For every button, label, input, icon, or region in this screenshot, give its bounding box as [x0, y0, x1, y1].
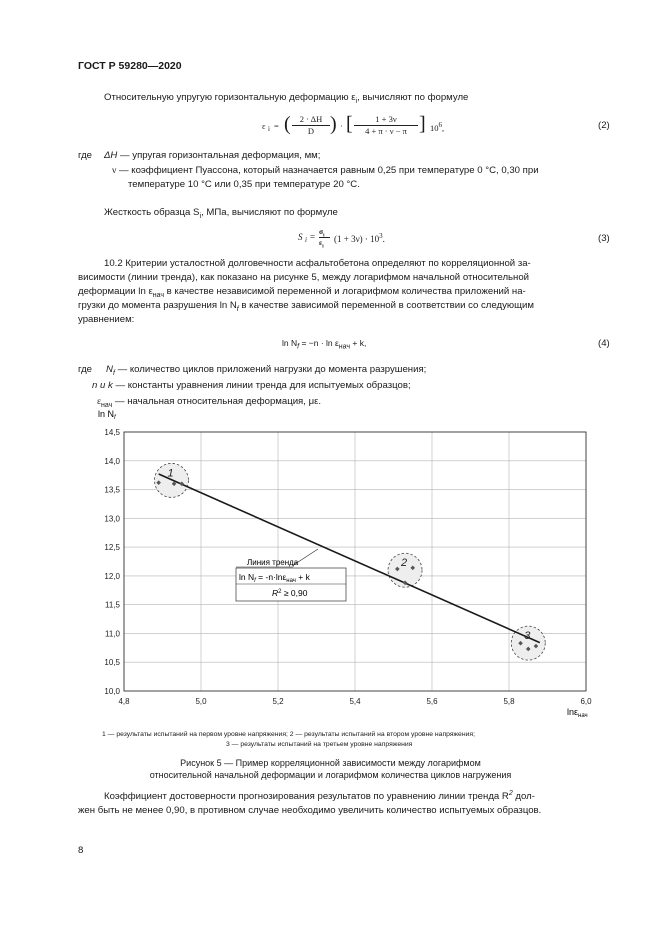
def-delta-h: ΔH — упругая горизонтальная деформация, мм; — [104, 150, 321, 161]
y-tick-label: 10,0 — [104, 687, 120, 696]
chart-legend-line2: 3 — результаты испытаний на третьем уровне напряжения — [226, 741, 413, 748]
annotation-r2: $R^2 \ge 0,90$ — [272, 588, 308, 598]
y-tick-label: 13,5 — [104, 485, 120, 495]
y-axis-label: $\ln N_f$ — [98, 409, 116, 421]
def-nf: $N_f$ — количество циклов приложений нагрузки до момента разрушения; — [106, 364, 427, 377]
y-tick-label: 14,0 — [104, 456, 120, 466]
cluster-label: 2 — [401, 557, 408, 570]
p102-line4: грузки до момента разрушения $\ln N_f$ в качестве зависимой переменной в соответствии со следующим — [78, 300, 534, 313]
x-tick-label: 4,8 — [118, 697, 130, 706]
y-tick-label: 11,0 — [105, 629, 120, 639]
defs1-where: где — [78, 150, 93, 161]
x-tick-labels — [118, 697, 592, 706]
figure-caption-line1: Рисунок 5 — Пример корреляционной зависимости между логарифмом — [180, 758, 481, 768]
def-nu: ν — коэффициент Пуассона, который назначается равным 0,25 при температуре 0 °C, 0,30 при — [112, 165, 539, 176]
def-nk: n и k — константы уравнения линии тренда для испытуемых образцов; — [92, 380, 411, 391]
cluster-labels — [167, 467, 531, 642]
final-paragraph-line2: жен быть не менее 0,90, в противном случае необходимо увеличить количество испытуемых образцов. — [78, 805, 542, 816]
x-tick-label: 5,8 — [503, 697, 515, 706]
x-tick-label: 5,6 — [426, 697, 438, 706]
y-tick-label: 14,5 — [104, 428, 120, 437]
equation-4: $\ln N_f = -n \cdot \ln \varepsilon_{нач} + k$, — [282, 338, 367, 351]
final-paragraph-line1: Коэффициент достоверности прогнозирования результатов по уравнению линии тренда $R^2$ дол- — [104, 790, 535, 803]
def-eps: $\varepsilon_{нач}$ — начальная относительная деформация, με. — [97, 396, 322, 409]
correlation-chart — [76, 408, 606, 726]
intro-paragraph: Относительную упругую горизонтальную деформацию $\varepsilon_i$, вычисляют по формуле — [104, 92, 469, 105]
data-points — [156, 480, 538, 651]
defs2-where: где — [78, 364, 93, 375]
y-tick-labels — [104, 428, 120, 696]
p102-line2: висимости (линии тренда), как показано на рисунке 5, между логарифмом начальной относительной — [78, 272, 530, 283]
annotation-equation: $\ln N_f = -n\cdot\ln\varepsilon_{нач} + k$ — [239, 572, 310, 584]
cluster-label: 1 — [167, 467, 174, 480]
page-number: 8 — [78, 845, 84, 856]
trend-line — [159, 474, 540, 643]
cluster-label: 3 — [524, 630, 531, 643]
figure-caption-line2: относительной начальной деформации и логарифмом количества циклов нагружения — [149, 770, 512, 780]
equation-3-number: (3) — [598, 233, 610, 244]
x-tick-label: 5,4 — [349, 697, 361, 706]
y-tick-label: 10,5 — [104, 658, 120, 668]
p102-line5: уравнением: — [78, 314, 135, 325]
stiffness-paragraph: Жесткость образца $S_i$, МПа, вычисляют по формуле — [104, 207, 338, 220]
equation-2-number: (2) — [598, 120, 610, 131]
equation-4-number: (4) — [598, 338, 610, 349]
x-axis-label: lnε$_{нач}$ — [567, 707, 588, 719]
document-header: ГОСТ Р 59280—2020 — [78, 60, 182, 72]
y-tick-label: 11,5 — [105, 600, 120, 610]
x-tick-label: 6,0 — [580, 697, 592, 706]
x-tick-label: 5,2 — [272, 697, 284, 706]
y-tick-label: 12,0 — [104, 571, 120, 581]
annotation-label: Линия тренда — [247, 558, 299, 567]
chart-legend-line1: 1 — результаты испытаний на первом уровне напряжения; 2 — результаты испытаний на втором уровне напряжения; — [102, 731, 475, 738]
x-tick-label: 5,0 — [195, 697, 207, 706]
p102-line3: деформации $\ln \varepsilon_{нач}$ в качестве независимой переменной и логарифмом количества приложений на- — [78, 286, 526, 299]
y-tick-label: 13,0 — [104, 514, 120, 524]
y-tick-label: 12,5 — [104, 543, 120, 553]
p102-line1: 10.2 Критерии усталостной долговечности асфальтобетона определяют по корреляционной за- — [104, 258, 531, 269]
cluster-circles — [154, 463, 545, 660]
def-nu-cont: температуре 10 °C или 0,35 при температуре 20 °C. — [128, 179, 360, 190]
